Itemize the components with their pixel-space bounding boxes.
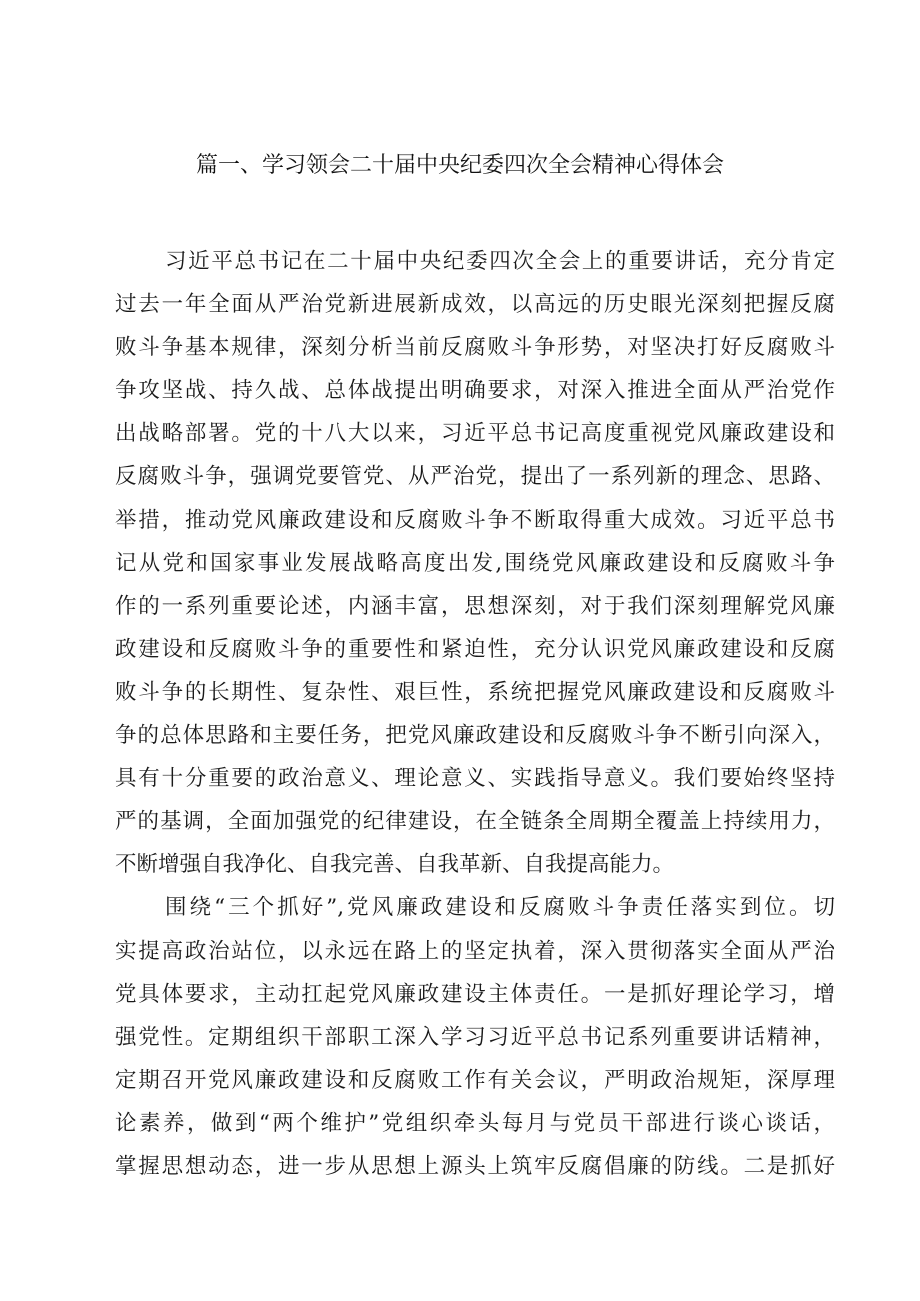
text-line: 强党性。定期组织干部职工深入学习习近平总书记系列重要讲话精神， <box>115 1024 835 1050</box>
text-line: 过去一年全面从严治党新进展新成效，以高远的历史眼光深刻把握反腐 <box>115 292 835 318</box>
text-line: 具有十分重要的政治意义、理论意义、实践指导意义。我们要始终坚持 <box>115 766 835 792</box>
text-line: 出战略部署。党的十八大以来，习近平总书记高度重视党风廉政建设和 <box>115 421 835 447</box>
text-line: 反腐败斗争，强调党要管党、从严治党，提出了一系列新的理念、思路、 <box>115 464 835 490</box>
text-line: 作的一系列重要论述，内涵丰富，思想深刻，对于我们深刻理解党风廉 <box>115 593 835 619</box>
text-line: 败斗争基本规律，深刻分析当前反腐败斗争形势，对坚决打好反腐败斗 <box>115 335 835 361</box>
text-line: 严的基调，全面加强党的纪律建设，在全链条全周期全覆盖上持续用力， <box>115 809 835 835</box>
text-line: 败斗争的长期性、复杂性、艰巨性，系统把握党风廉政建设和反腐败斗 <box>115 679 835 705</box>
text-line: 定期召开党风廉政建设和反腐败工作有关会议，严明政治规矩，深厚理 <box>115 1067 835 1093</box>
paragraph-1 <box>115 240 835 886</box>
text-line: 记从党和国家事业发展战略高度出发,围绕党风廉政建设和反腐败斗争 <box>115 550 835 576</box>
paragraph-2 <box>115 886 835 1188</box>
text-line: 争的总体思路和主要任务，把党风廉政建设和反腐败斗争不断引向深入， <box>115 723 835 749</box>
text-line: 政建设和反腐败斗争的重要性和紧迫性，充分认识党风廉政建设和反腐 <box>115 636 835 662</box>
document-title: 篇一、学习领会二十届中央纪委四次全会精神心得体会 <box>195 153 724 178</box>
text-line: 掌握思想动态，进一步从思想上源头上筑牢反腐倡廉的防线。二是抓好 <box>115 1153 835 1179</box>
text-line: 围绕“三个抓好”,党风廉政建设和反腐败斗争责任落实到位。切 <box>165 895 835 921</box>
text-line: 党具体要求，主动扛起党风廉政建设主体责任。一是抓好理论学习，增 <box>115 981 835 1007</box>
text-line: 实提高政治站位，以永远在路上的坚定执着，深入贯彻落实全面从严治 <box>115 938 835 964</box>
text-line: 举措，推动党风廉政建设和反腐败斗争不断取得重大成效。习近平总书 <box>115 507 835 533</box>
text-line: 不断增强自我净化、自我完善、自我革新、自我提高能力。 <box>115 852 675 878</box>
text-line: 争攻坚战、持久战、总体战提出明确要求，对深入推进全面从严治党作 <box>115 378 835 404</box>
text-line: 习近平总书记在二十届中央纪委四次全会上的重要讲话，充分肯定 <box>165 249 835 274</box>
document-body <box>115 240 835 1188</box>
text-line: 论素养，做到“两个维护”党组织牵头每月与党员干部进行谈心谈话， <box>115 1110 835 1136</box>
